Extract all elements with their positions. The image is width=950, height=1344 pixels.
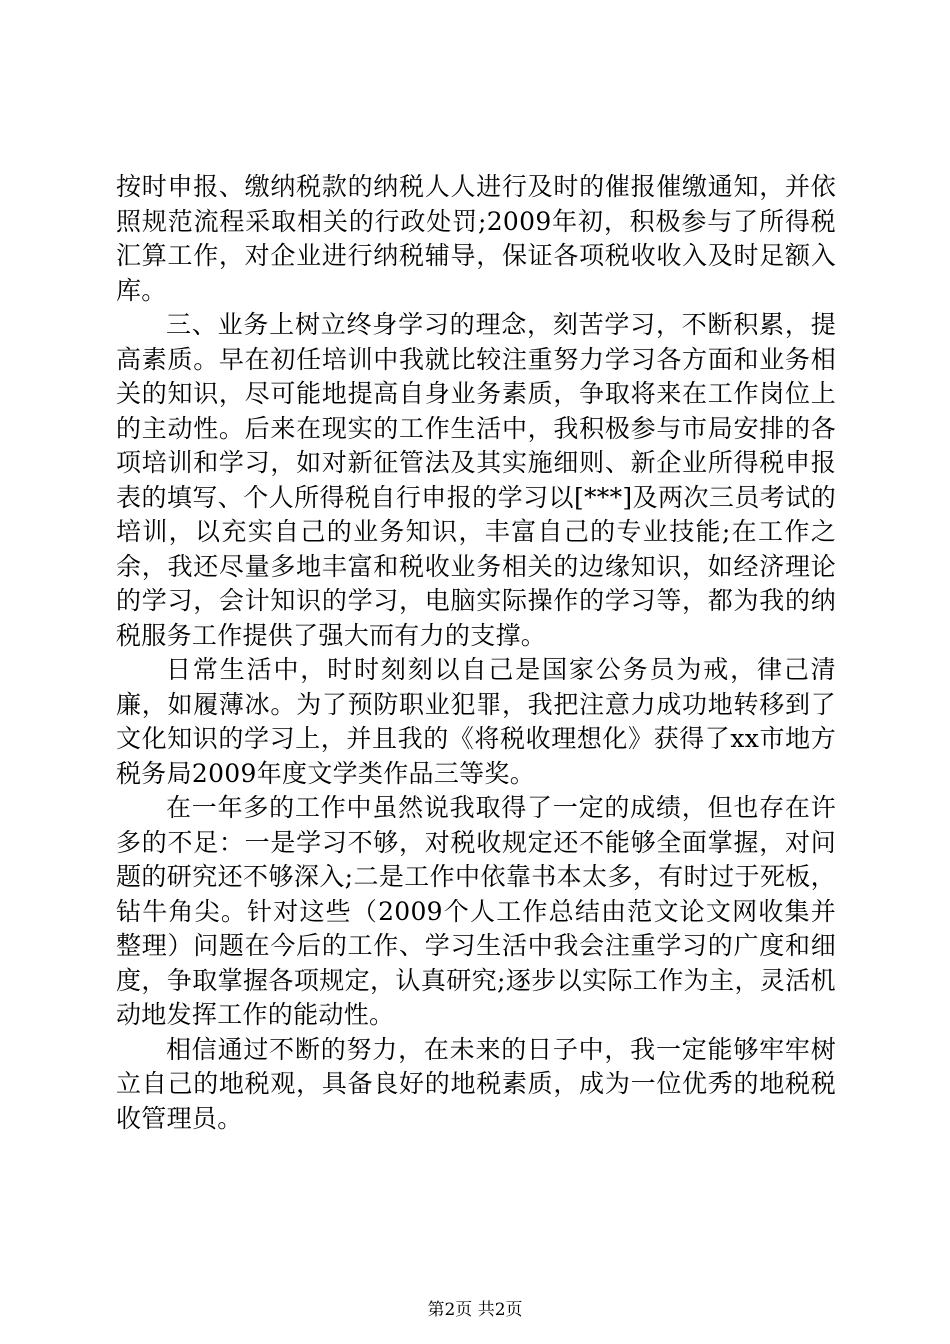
page-number-footer: 第2页 共2页 bbox=[427, 1300, 523, 1320]
paragraph-tax-collection: 按时申报、缴纳税款的纳税人人进行及时的催报催缴通知，并依照规范流程采取相关的行政处罚;2009年初，积极参与了所得税汇算工作，对企业进行纳税辅导，保证各项税收收入及时足额入库。 bbox=[116, 172, 836, 305]
paragraph-conclusion: 相信通过不断的努力，在未来的日子中，我一定能够牢牢树立自己的地税观，具备良好的地税素质，成为一位优秀的地税税收管理员。 bbox=[116, 1034, 836, 1133]
paragraph-lifelong-learning: 三、业务上树立终身学习的理念，刻苦学习，不断积累，提高素质。早在初任培训中我就比较注重努力学习各方面和业务相关的知识，尽可能地提高自身业务素质，争取将来在工作岗位上的主动性。后来在现实的工作生活中，我积极参与市局安排的各项培训和学习，如对新征管法及其实施细则、新企业所得税申报表的填写、个人所得税自行申报的学习以[***]及两次三员考试的培训，以充实自己的业务知识，丰富自己的专业技能;在工作之余，我还尽量多地丰富和税收业务相关的边缘知识，如经济理论的学习，会计知识的学习，电脑实际操作的学习等，都为我的纳税服务工作提供了强大而有力的支撑。 bbox=[116, 310, 836, 650]
paragraph-shortcomings: 在一年多的工作中虽然说我取得了一定的成绩，但也存在许多的不足：一是学习不够，对税收规定还不能够全面掌握，对问题的研究还不够深入;二是工作中依靠书本太多，有时过于死板，钻牛角尖。针对这些（2009个人工作总结由范文论文网收集并整理）问题在今后的工作、学习生活中我会注重学习的广度和细度，争取掌握各项规定，认真研究;逐步以实际工作为主，灵活机动地发挥工作的能动性。 bbox=[116, 793, 836, 1029]
paragraph-daily-life: 日常生活中，时时刻刻以自己是国家公务员为戒，律己清廉，如履薄冰。为了预防职业犯罪，我把注意力成功地转移到了文化知识的学习上，并且我的《将税收理想化》获得了xx市地方税务局2009年度文学类作品三等奖。 bbox=[116, 655, 836, 788]
document-body bbox=[116, 170, 836, 1136]
